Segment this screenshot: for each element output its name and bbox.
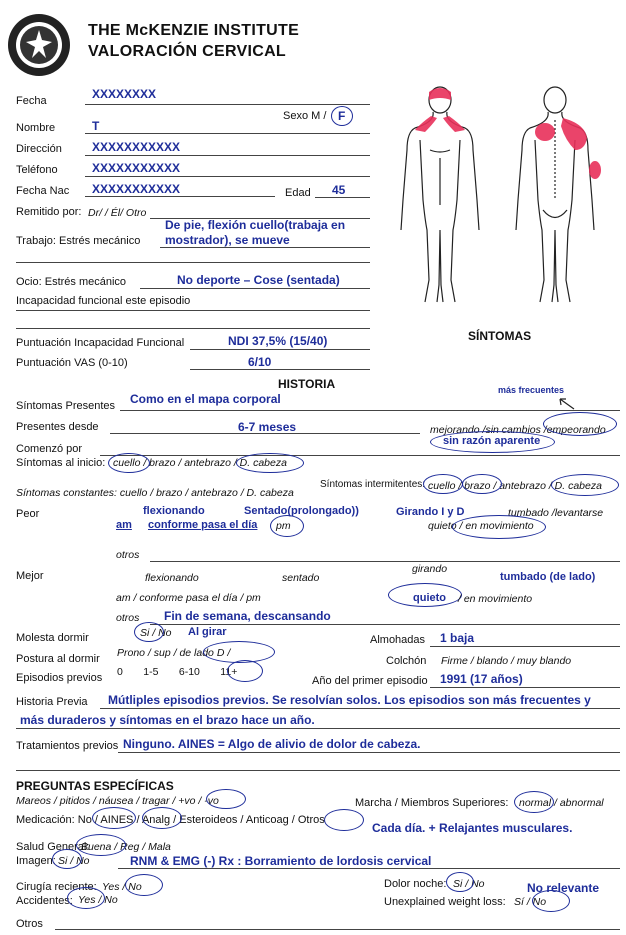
peor-girando[interactable]: Girando I y D <box>396 506 465 518</box>
ano-primer-label: Año del primer episodio <box>312 675 428 687</box>
al-girar-value[interactable]: Al girar <box>188 626 227 638</box>
almohadas-label: Almohadas <box>370 634 426 646</box>
peor-flexionando[interactable]: flexionando <box>143 505 205 517</box>
peor-sentado[interactable]: Sentado(prolongado)) <box>244 505 359 517</box>
colchon-options[interactable]: Firme / blando / muy blando <box>441 655 572 667</box>
mejor-label: Mejor <box>16 570 44 582</box>
fecha-value[interactable]: XXXXXXXX <box>92 87 157 101</box>
sintomas-presentes-label: Síntomas Presentes <box>16 400 116 412</box>
molesta-options[interactable]: Si / No <box>140 627 172 639</box>
sin-razon-value[interactable]: sin razón aparente <box>443 435 541 447</box>
sintomas-figure-label: SÍNTOMAS <box>468 329 532 343</box>
fecha-label: Fecha <box>16 95 47 107</box>
postura-label: Postura al dormir <box>16 653 100 665</box>
marcha-label: Marcha / Miembros Superiores: <box>355 797 509 809</box>
direccion-value[interactable]: XXXXXXXXXXX <box>92 140 181 154</box>
imagen-options[interactable]: Si / No <box>58 855 90 867</box>
mejor-en-movimiento[interactable]: / en movimiento <box>458 593 533 605</box>
presentes-desde-value[interactable]: 6-7 meses <box>238 420 297 434</box>
peor-tumbado[interactable]: tumbado /levantarse <box>508 507 604 519</box>
fecha-nac-label: Fecha Nac <box>16 185 70 197</box>
fecha-nac-value[interactable]: XXXXXXXXXXX <box>92 182 181 196</box>
no-relevante-value[interactable]: No relevante <box>527 881 600 895</box>
historia-previa-line1[interactable]: Mútliples episodios previos. Se resolvían solos. Los episodios son más frecuentes y <box>108 693 591 707</box>
mckenzie-logo <box>6 12 72 78</box>
puntuacion-incap-value[interactable]: NDI 37,5% (15/40) <box>228 334 328 348</box>
sintomas-presentes-value[interactable]: Como en el mapa corporal <box>130 392 281 406</box>
mejor-quieto[interactable]: quieto <box>413 592 446 604</box>
sintomas-inicio-label: Síntomas al inicio: <box>16 457 106 469</box>
trabajo-label: Trabajo: Estrés mecánico <box>16 235 141 247</box>
dolor-noche-label: Dolor noche: <box>384 878 447 890</box>
tratamientos-label: Tratamientos previos <box>16 740 119 752</box>
almohadas-value[interactable]: 1 baja <box>440 631 475 645</box>
marcha-options[interactable]: normal / abnormal <box>519 797 604 809</box>
cirugia-label: Cirugía reciente: <box>16 881 97 893</box>
medicacion-label[interactable]: Medicación: No / AINES / Analg / Esteroideos / Anticoag / Otros <box>16 814 325 826</box>
mejor-otros-value[interactable]: Fin de semana, descansando <box>164 609 331 623</box>
weight-loss-label: Unexplained weight loss: <box>384 896 506 908</box>
tratamientos-value[interactable]: Ninguno. AINES = Algo de alivio de dolor de cabeza. <box>123 737 421 751</box>
episodios-options[interactable]: 0 1-5 6-10 11+ <box>117 666 238 678</box>
vas-label: Puntuación VAS (0-10) <box>16 357 128 369</box>
body-map-figure <box>395 80 615 310</box>
sexo-value[interactable]: F <box>338 109 346 123</box>
mas-frecuentes-note: más frecuentes <box>498 385 565 395</box>
vas-value[interactable]: 6/10 <box>248 355 272 369</box>
mejor-tumbado[interactable]: tumbado (de lado) <box>500 571 596 583</box>
peor-conforme[interactable]: conforme pasa el día <box>148 519 258 531</box>
presentes-desde-label: Presentes desde <box>16 421 99 433</box>
episodios-label: Episodios previos <box>16 672 103 684</box>
comenzo-label: Comenzó por <box>16 443 83 455</box>
edad-label: Edad <box>285 187 311 199</box>
constantes-options[interactable]: Síntomas constantes: cuello / brazo / antebrazo / D. cabeza <box>16 487 294 499</box>
intermitentes-label: Síntomas intermitentes: <box>320 479 426 490</box>
direccion-label: Dirección <box>16 143 62 155</box>
weight-loss-options[interactable]: Sí / No <box>514 896 547 908</box>
ocio-value[interactable]: No deporte – Cose (sentada) <box>177 273 340 287</box>
mejor-flexionando[interactable]: flexionando <box>145 572 199 584</box>
peor-otros: otros <box>116 549 140 561</box>
mejor-sentado[interactable]: sentado <box>282 572 320 584</box>
otros-final-label: Otros <box>16 918 43 930</box>
telefono-value[interactable]: XXXXXXXXXXX <box>92 161 181 175</box>
salud-options[interactable]: Buena / Reg / Mala <box>81 841 171 853</box>
trabajo-line2[interactable]: mostrador), se mueve <box>165 233 290 247</box>
nombre-value[interactable]: T <box>92 119 100 133</box>
molesta-dormir-label: Molesta dormir <box>16 632 89 644</box>
historia-heading: HISTORIA <box>278 377 336 391</box>
dolor-noche-options[interactable]: Si / No <box>453 878 485 890</box>
title-line2: VALORACIÓN CERVICAL <box>88 43 287 60</box>
mejor-otros-label: otros <box>116 612 140 624</box>
preguntas-heading: PREGUNTAS ESPECÍFICAS <box>16 779 174 793</box>
mejor-am-options[interactable]: am / conforme pasa el día / pm <box>116 592 261 604</box>
remitido-label: Remitido por: <box>16 206 82 218</box>
peor-am[interactable]: am <box>116 519 132 531</box>
accidentes-label: Accidentes: <box>16 895 73 907</box>
ocio-label: Ocio: Estrés mecánico <box>16 276 127 288</box>
peor-label: Peor <box>16 508 40 520</box>
evolucion-options[interactable]: mejorando /sin cambios /empeorando <box>430 424 606 436</box>
imagen-label: Imagen: <box>16 855 56 867</box>
mareos-options[interactable]: Mareos / pitidos / náusea / tragar / +vo / -vo <box>16 795 219 807</box>
salud-label: Salud General: <box>16 841 90 853</box>
edad-value[interactable]: 45 <box>332 183 346 197</box>
sexo-label: Sexo M / <box>283 110 327 122</box>
medicacion-extra[interactable]: Cada día. + Relajantes musculares. <box>372 821 573 835</box>
incapacidad-label: Incapacidad funcional este episodio <box>16 295 191 307</box>
puntuacion-incap-label: Puntuación Incapacidad Funcional <box>16 337 185 349</box>
mejor-girando[interactable]: girando <box>412 563 448 575</box>
remitido-options[interactable]: Dr/ / Él/ Otro <box>88 207 147 219</box>
trabajo-line1[interactable]: De pie, flexión cuello(trabaja en <box>165 218 346 232</box>
peor-pm[interactable]: pm <box>276 520 291 532</box>
imagen-value[interactable]: RNM & EMG (-) Rx : Borramiento de lordosis cervical <box>130 854 432 868</box>
accidentes-options[interactable]: Yes / No <box>78 894 118 906</box>
postura-options[interactable]: Prono / sup / de lado D / <box>117 647 231 659</box>
arrow-icon <box>556 396 576 410</box>
title-line1: THE McKENZIE INSTITUTE <box>88 22 300 39</box>
cirugia-options[interactable]: Yes / No <box>102 881 142 893</box>
intermitentes-options[interactable]: cuello / brazo / antebrazo / D. cabeza <box>428 480 602 492</box>
historia-previa-line2[interactable]: más duraderos y síntomas en el brazo hace un año. <box>20 713 315 727</box>
nombre-label: Nombre <box>16 122 56 134</box>
telefono-label: Teléfono <box>16 164 58 176</box>
historia-previa-label: Historia Previa <box>16 696 88 708</box>
ano-primer-value[interactable]: 1991 (17 años) <box>440 672 523 686</box>
inicio-options[interactable]: cuello / brazo / antebrazo / D. cabeza <box>113 457 287 469</box>
peor-quieto-mov[interactable]: quieto / en movimiento <box>428 520 534 532</box>
colchon-label: Colchón <box>386 655 427 667</box>
